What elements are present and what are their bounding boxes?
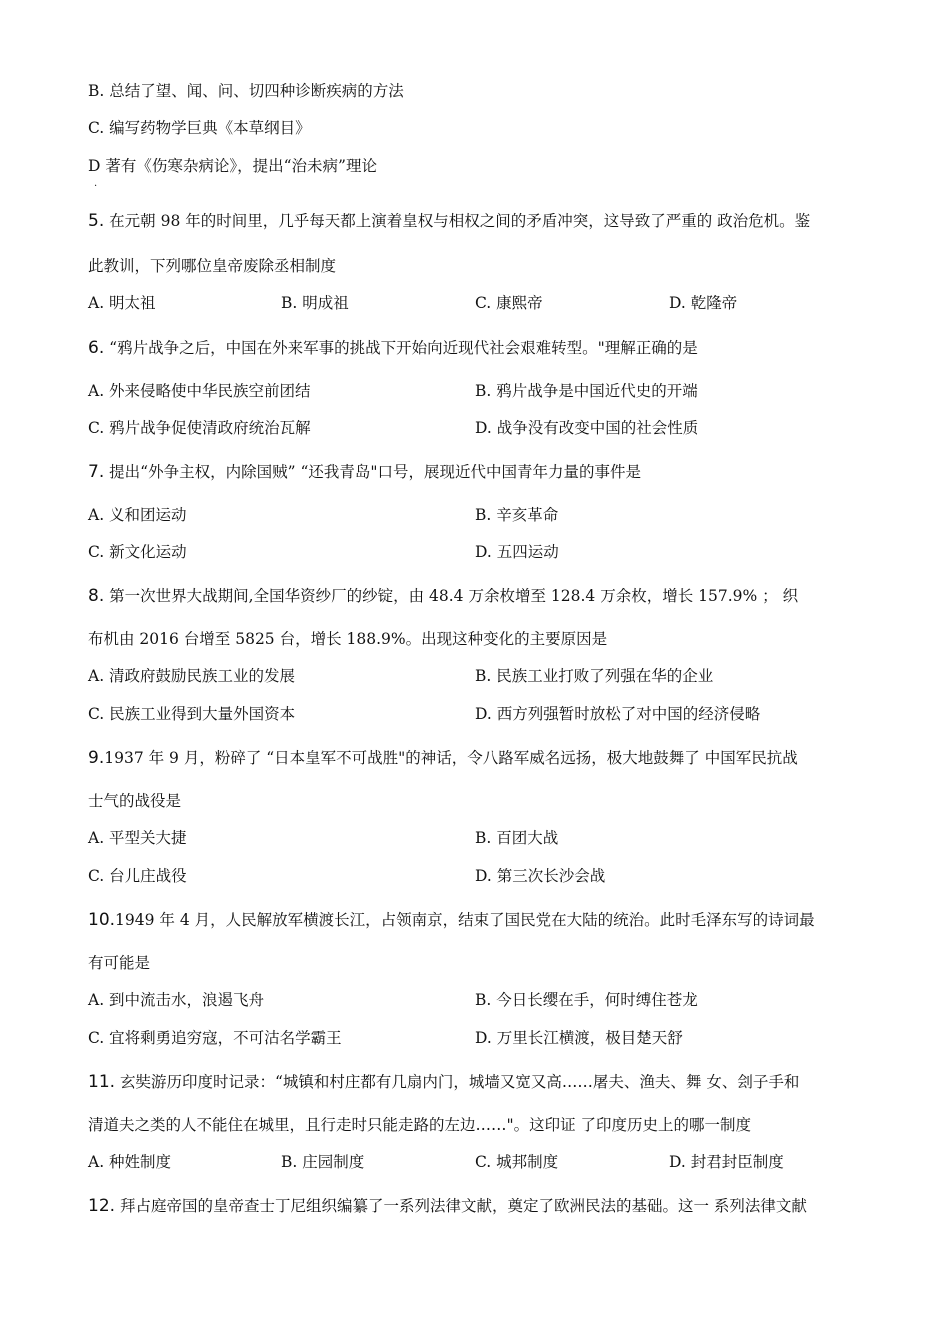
option-b: B. 鸦片战争是中国近代史的开端 <box>475 382 698 400</box>
option-d: D. 乾隆帝 <box>669 294 738 312</box>
option-d: D. 第三次长沙会战 <box>475 867 606 885</box>
question-number: 11. <box>88 1072 116 1092</box>
option-b: B. 明成祖 <box>281 294 349 312</box>
prev-option-d: D 著有《伤寒杂病论》，提出“治未病”理论 <box>88 157 377 175</box>
question-9 <box>88 747 798 769</box>
question-text: 玄奘游历印度时记录：“城镇和村庄都有几扇内门，城墙又宽又高……屠夫、渔夫、舞 女、刽子手和 <box>119 1073 800 1091</box>
question-number: 9. <box>88 748 105 768</box>
option-a: A. 明太祖 <box>88 294 156 312</box>
option-c: C. 宜将剩勇追穷寇，不可沽名学霸王 <box>88 1029 342 1047</box>
option-b: B. 辛亥革命 <box>475 506 559 524</box>
option-b: B. 今日长缨在手，何时缚住苍龙 <box>475 991 698 1009</box>
question-number: 10. <box>88 910 116 930</box>
question-11 <box>88 1071 799 1093</box>
question-text: “鸦片战争之后，中国在外来军事的挑战下开始向近现代社会艰难转型。"理解正确的是 <box>109 339 698 357</box>
option-d: D. 万里长江横渡，极目楚天舒 <box>475 1029 683 1047</box>
prev-option-b: B. 总结了望、闻、问、切四种诊断疾病的方法 <box>88 82 404 100</box>
question-text: 1949 年 4 月，人民解放军横渡长江，占领南京，结束了国民党在大陆的统治。此时毛泽东写的诗词最 <box>115 911 815 929</box>
option-c: C. 城邦制度 <box>475 1153 559 1171</box>
question-text: 第一次世界大战期间,全国华资纱厂的纱锭，由 48.4 万余枚增至 128.4 万余枚，增长 157.9% ； 织 <box>109 587 799 605</box>
option-a: A. 义和团运动 <box>88 506 187 524</box>
option-a: A. 清政府鼓励民族工业的发展 <box>88 667 296 685</box>
question-text: 提出“外争主权，内除国贼” “还我青岛"口号，展现近代中国青年力量的事件是 <box>109 463 642 481</box>
option-d: D. 五四运动 <box>475 543 559 561</box>
option-a: A. 到中流击水，浪遏飞舟 <box>88 991 265 1009</box>
question-number: 7. <box>88 462 105 482</box>
question-number: 5. <box>88 211 105 231</box>
question-5 <box>88 210 810 232</box>
question-text-cont: 士气的战役是 <box>88 792 182 810</box>
option-a: A. 种姓制度 <box>88 1153 172 1171</box>
option-c: C. 台儿庄战役 <box>88 867 187 885</box>
stray-dot: . <box>94 178 98 189</box>
question-text-cont: 此教训，下列哪位皇帝废除丞相制度 <box>88 257 337 275</box>
question-text-cont: 有可能是 <box>88 954 151 972</box>
option-c: C. 康熙帝 <box>475 294 543 312</box>
option-b: B. 庄园制度 <box>281 1153 365 1171</box>
question-10 <box>88 909 815 931</box>
option-c: C. 新文化运动 <box>88 543 187 561</box>
question-number: 8. <box>88 586 105 606</box>
question-6 <box>88 337 698 359</box>
option-b: B. 民族工业打败了列强在华的企业 <box>475 667 714 685</box>
question-text-cont: 布机由 2016 台增至 5825 台，增长 188.9%。出现这种变化的主要原因是 <box>88 630 608 648</box>
prev-option-c: C. 编写药物学巨典《本草纲目》 <box>88 119 311 137</box>
question-7 <box>88 461 641 483</box>
question-text-cont: 清道夫之类的人不能住在城里，且行走时只能走路的左边……"。这印证 了印度历史上的哪一制度 <box>88 1116 752 1134</box>
option-c: C. 民族工业得到大量外国资本 <box>88 705 296 723</box>
option-d: D. 封君封臣制度 <box>669 1153 784 1171</box>
option-d: D. 战争没有改变中国的社会性质 <box>475 419 699 437</box>
question-text: 拜占庭帝国的皇帝查士丁尼组织编纂了一系列法律文献，奠定了欧洲民法的基础。这一 系列法律文献 <box>119 1197 807 1215</box>
option-d: D. 西方列强暂时放松了对中国的经济侵略 <box>475 705 761 723</box>
question-12 <box>88 1195 807 1217</box>
question-text: 1937 年 9 月，粉碎了 “日本皇军不可战胜"的神话，令八路军威名远扬，极大地鼓舞了 中国军民抗战 <box>104 749 798 767</box>
question-8 <box>88 585 798 607</box>
option-a: A. 平型关大捷 <box>88 829 187 847</box>
question-text: 在元朝 98 年的时间里，几乎每天都上演着皇权与相权之间的矛盾冲突，这导致了严重的 政治危机。鉴 <box>109 212 811 230</box>
question-number: 6. <box>88 338 105 358</box>
option-a: A. 外来侵略使中华民族空前团结 <box>88 382 311 400</box>
question-number: 12. <box>88 1196 116 1216</box>
option-c: C. 鸦片战争促使清政府统治瓦解 <box>88 419 311 437</box>
option-b: B. 百团大战 <box>475 829 559 847</box>
